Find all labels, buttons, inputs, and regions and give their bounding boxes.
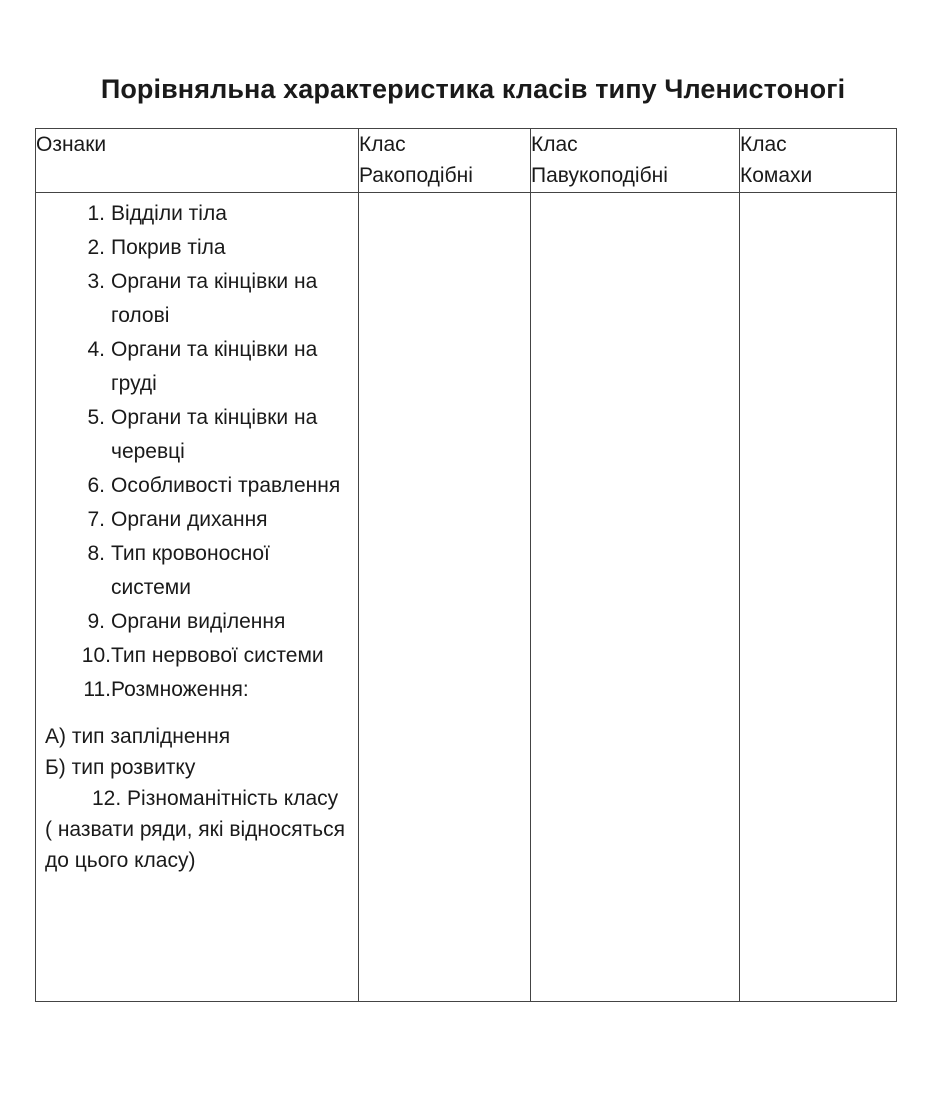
crustaceans-answer-cell[interactable]	[359, 193, 531, 1002]
features-list	[45, 197, 350, 707]
feature-item: 1. Відділи тіла	[87, 202, 227, 225]
development-type: Б) тип розвитку	[45, 756, 196, 779]
feature-item: 8. Тип кровоносної системи	[87, 542, 270, 599]
feature-item: 9. Органи виділення	[87, 610, 286, 633]
table-header-row	[36, 129, 897, 193]
feature-item: 6. Особливості травлення	[87, 474, 341, 497]
feature-item: 11. Розмноження:	[83, 678, 249, 701]
header-insects-line2: Комахи	[740, 164, 813, 187]
header-insects	[740, 129, 897, 193]
feature-item: 10. Тип нервової системи	[81, 644, 324, 667]
feature-item: 2. Покрив тіла	[87, 236, 226, 259]
header-crustaceans-line2: Ракоподібні	[359, 164, 473, 187]
table-body-row	[36, 193, 897, 1002]
header-arachnids-line1: Клас	[531, 133, 578, 156]
header-insects-line1: Клас	[740, 133, 787, 156]
diversity-item: 12. Різноманітність класу ( назвати ряди, які відносяться до цього класу)	[45, 787, 345, 872]
header-features-label: Ознаки	[36, 133, 107, 156]
header-crustaceans-line1: Клас	[359, 133, 406, 156]
header-features	[36, 129, 359, 193]
reproduction-details	[45, 721, 350, 876]
feature-item: 3. Органи та кінцівки на голові	[87, 270, 318, 327]
feature-item: 7. Органи дихання	[87, 508, 268, 531]
feature-item: 5. Органи та кінцівки на черевці	[87, 406, 318, 463]
header-arachnids	[531, 129, 740, 193]
page-title: Порівняльна характеристика класів типу Членистоногі	[100, 74, 846, 104]
header-arachnids-line2: Павукоподібні	[531, 164, 668, 187]
comparison-table	[35, 128, 897, 1002]
header-crustaceans	[359, 129, 531, 193]
feature-item: 4. Органи та кінцівки на груді	[87, 338, 318, 395]
features-cell	[36, 193, 359, 1002]
arachnids-answer-cell[interactable]	[531, 193, 740, 1002]
insects-answer-cell[interactable]	[740, 193, 897, 1002]
fertilization-type: А) тип запліднення	[45, 725, 231, 748]
